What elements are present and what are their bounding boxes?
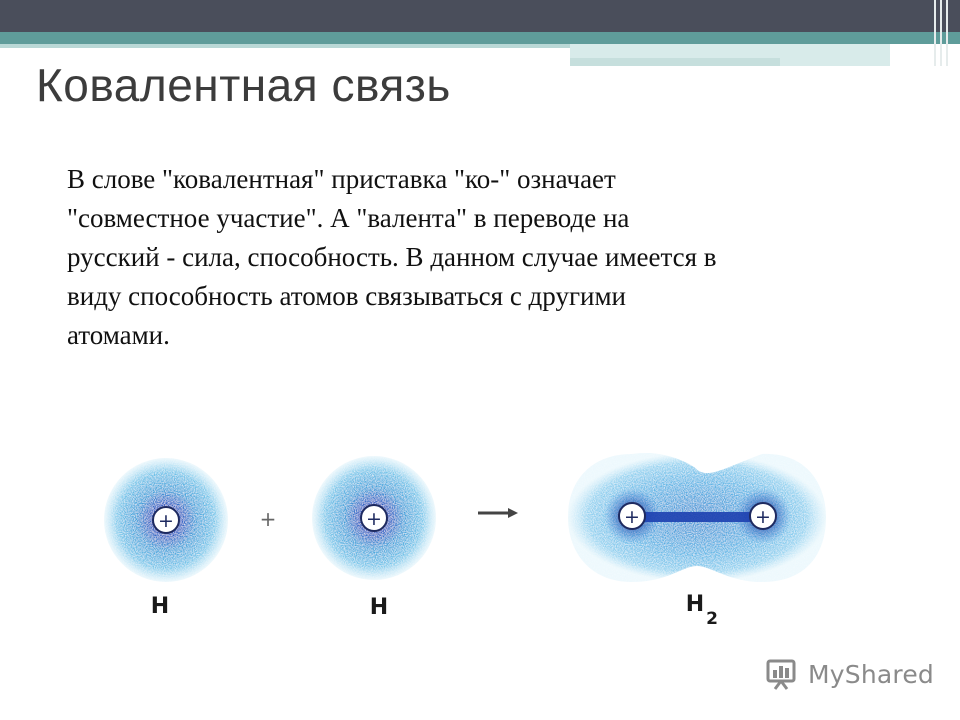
molecule-subscript: 2 [706,609,718,629]
hydrogen-atom-2 [312,456,436,580]
hydrogen-atom-1 [104,458,228,582]
molecule-nucleus-2 [750,503,776,529]
paragraph-line-1: В слове "ковалентная" приставка "ко-" означает [67,164,616,194]
nucleus-plus-1: + [158,510,174,532]
nucleus-plus-2: + [366,508,382,530]
watermark [766,656,934,692]
molecule-nucleus-plus-2: + [755,506,771,528]
reaction-arrow [478,508,518,518]
slide-title: Ковалентная связь [36,59,451,111]
atom-label-1: H [150,594,170,619]
atom-label-2: H [369,595,389,620]
hydrogen-molecule [568,453,826,582]
molecule-nucleus-1 [619,503,645,529]
paragraph-line-3: русский - сила, способность. В данном случае имеется в [67,242,717,272]
paragraph-line-2: "совместное участие". А "валента" в переводе на [67,203,630,233]
nucleus-2 [361,505,387,531]
paragraph-line-4: виду способность атомов связываться с другими [67,281,626,311]
watermark-text: MyShared [808,659,934,689]
nucleus-1 [153,507,179,533]
paragraph-line-5: атомами. [67,320,170,350]
presentation-logo-icon [766,657,802,691]
molecule-nucleus-plus-1: + [624,506,640,528]
plus-sign: + [259,507,277,531]
molecule-label: H [685,592,705,617]
